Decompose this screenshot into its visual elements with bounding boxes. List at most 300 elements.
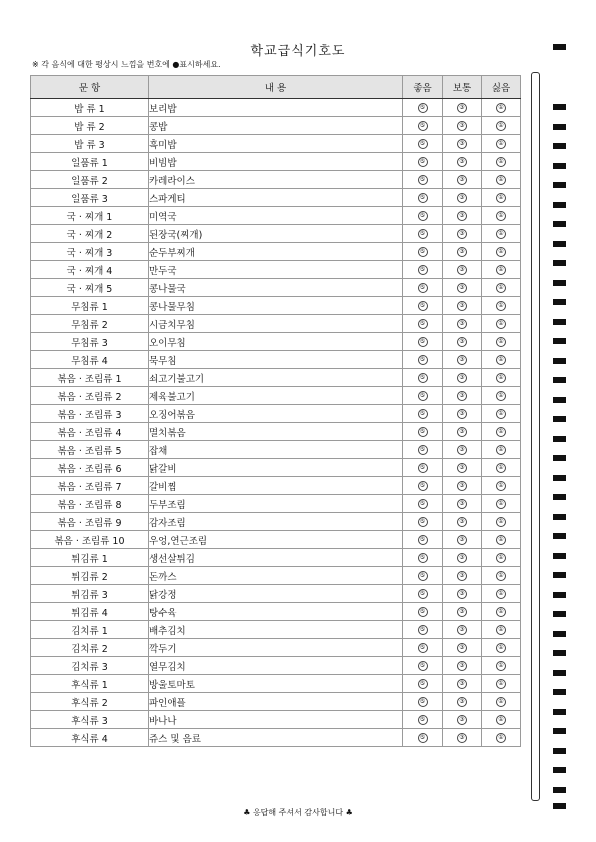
food-name: 오징어볶음 [149,405,403,423]
question-label: 볶음 · 조림류 3 [31,405,149,423]
answer-bubble-dislike[interactable]: ① [496,445,506,455]
option-cell-good [403,603,443,621]
option-cell-dislike [482,243,521,261]
timing-mark [553,358,566,364]
option-cell-good [403,675,443,693]
option-cell-good [403,423,443,441]
option-cell-normal [443,207,482,225]
option-cell-normal [443,243,482,261]
option-cell-dislike [482,207,521,225]
option-cell-good [403,513,443,531]
answer-bubble-good[interactable]: ⑤ [418,661,428,671]
option-cell-dislike [482,531,521,549]
timing-mark [553,689,566,695]
food-name: 탕수육 [149,603,403,621]
option-cell-good [403,585,443,603]
option-cell-dislike [482,603,521,621]
answer-bubble-dislike[interactable]: ① [496,103,506,113]
answer-bubble-dislike[interactable]: ① [496,193,506,203]
answer-bubble-good[interactable]: ⑤ [418,211,428,221]
option-cell-normal [443,171,482,189]
question-label: 튀김류 2 [31,567,149,585]
answer-bubble-good[interactable]: ⑤ [418,157,428,167]
option-cell-dislike [482,261,521,279]
answer-bubble-dislike[interactable]: ① [496,211,506,221]
answer-bubble-good[interactable]: ⑤ [418,103,428,113]
option-cell-dislike [482,351,521,369]
table-row [31,423,521,441]
table-row [31,135,521,153]
answer-bubble-good[interactable]: ⑤ [418,715,428,725]
table-row [31,621,521,639]
question-label: 국 · 찌개 4 [31,261,149,279]
answer-bubble-good[interactable]: ⑤ [418,679,428,689]
answer-bubble-dislike[interactable]: ① [496,391,506,401]
answer-bubble-good[interactable]: ⑤ [418,733,428,743]
question-label: 볶음 · 조림류 1 [31,369,149,387]
option-cell-normal [443,279,482,297]
answer-bubble-good[interactable]: ⑤ [418,463,428,473]
answer-bubble-normal[interactable]: ③ [457,517,467,527]
answer-bubble-good[interactable]: ⑤ [418,535,428,545]
answer-bubble-good[interactable]: ⑤ [418,175,428,185]
answer-bubble-normal[interactable]: ③ [457,283,467,293]
timing-mark [553,143,566,149]
answer-bubble-dislike[interactable]: ① [496,175,506,185]
option-cell-dislike [482,369,521,387]
table-row [31,513,521,531]
table-row [31,549,521,567]
option-cell-good [403,711,443,729]
food-name: 닭강정 [149,585,403,603]
option-cell-dislike [482,711,521,729]
food-name: 콩나물무침 [149,297,403,315]
food-name: 비빔밥 [149,153,403,171]
option-cell-dislike [482,423,521,441]
answer-bubble-normal[interactable]: ③ [457,643,467,653]
answer-bubble-dislike[interactable]: ① [496,607,506,617]
option-cell-normal [443,351,482,369]
option-cell-normal [443,117,482,135]
timing-mark [553,748,566,754]
timing-mark [553,787,566,793]
question-label: 후식류 1 [31,675,149,693]
answer-bubble-good[interactable]: ⑤ [418,193,428,203]
timing-mark [553,416,566,422]
timing-mark [553,338,566,344]
option-cell-dislike [482,171,521,189]
food-name: 시금치무침 [149,315,403,333]
answer-bubble-dislike[interactable]: ① [496,535,506,545]
answer-bubble-dislike[interactable]: ① [496,247,506,257]
option-cell-dislike [482,729,521,747]
answer-bubble-dislike[interactable]: ① [496,409,506,419]
food-name: 생선살튀김 [149,549,403,567]
answer-bubble-normal[interactable]: ③ [457,625,467,635]
answer-bubble-dislike[interactable]: ① [496,499,506,509]
option-cell-normal [443,513,482,531]
answer-bubble-dislike[interactable]: ① [496,265,506,275]
answer-bubble-dislike[interactable]: ① [496,697,506,707]
question-label: 무침류 4 [31,351,149,369]
answer-bubble-normal[interactable]: ③ [457,301,467,311]
timing-mark [553,611,566,617]
answer-bubble-normal[interactable]: ③ [457,157,467,167]
answer-bubble-normal[interactable]: ③ [457,589,467,599]
answer-bubble-good[interactable]: ⑤ [418,697,428,707]
answer-bubble-good[interactable]: ⑤ [418,499,428,509]
answer-bubble-normal[interactable]: ③ [457,553,467,563]
question-label: 볶음 · 조림류 8 [31,495,149,513]
answer-bubble-normal[interactable]: ③ [457,247,467,257]
option-cell-good [403,261,443,279]
option-cell-dislike [482,297,521,315]
answer-bubble-good[interactable]: ⑤ [418,265,428,275]
question-label: 후식류 4 [31,729,149,747]
question-label: 튀김류 3 [31,585,149,603]
answer-bubble-dislike[interactable]: ① [496,643,506,653]
timing-mark [553,319,566,325]
answer-bubble-dislike[interactable]: ① [496,319,506,329]
table-row [31,117,521,135]
answer-bubble-dislike[interactable]: ① [496,589,506,599]
answer-bubble-good[interactable]: ⑤ [418,319,428,329]
answer-bubble-normal[interactable]: ③ [457,607,467,617]
answer-bubble-good[interactable]: ⑤ [418,517,428,527]
answer-bubble-good[interactable]: ⑤ [418,553,428,563]
food-name: 콩밥 [149,117,403,135]
option-cell-dislike [482,675,521,693]
timing-mark [553,475,566,481]
question-label: 국 · 찌개 5 [31,279,149,297]
option-cell-good [403,153,443,171]
answer-bubble-good[interactable]: ⑤ [418,283,428,293]
option-cell-good [403,279,443,297]
table-row [31,441,521,459]
option-cell-dislike [482,495,521,513]
table-row [31,153,521,171]
answer-bubble-dislike[interactable]: ① [496,481,506,491]
option-cell-dislike [482,135,521,153]
answer-bubble-normal[interactable]: ③ [457,193,467,203]
food-name: 배추김치 [149,621,403,639]
food-name: 미역국 [149,207,403,225]
answer-bubble-normal[interactable]: ③ [457,229,467,239]
question-label: 밥 류 3 [31,135,149,153]
answer-bubble-good[interactable]: ⑤ [418,229,428,239]
answer-bubble-normal[interactable]: ③ [457,535,467,545]
option-cell-dislike [482,513,521,531]
answer-bubble-dislike[interactable]: ① [496,625,506,635]
option-cell-dislike [482,387,521,405]
answer-bubble-good[interactable]: ⑤ [418,409,428,419]
option-cell-normal [443,189,482,207]
answer-bubble-normal[interactable]: ③ [457,409,467,419]
answer-bubble-dislike[interactable]: ① [496,337,506,347]
option-cell-good [403,495,443,513]
food-name: 감자조림 [149,513,403,531]
answer-bubble-normal[interactable]: ③ [457,427,467,437]
option-cell-dislike [482,225,521,243]
timing-mark [553,572,566,578]
option-cell-dislike [482,585,521,603]
option-cell-good [403,441,443,459]
answer-bubble-normal[interactable]: ③ [457,319,467,329]
option-cell-good [403,477,443,495]
answer-bubble-dislike[interactable]: ① [496,373,506,383]
answer-bubble-dislike[interactable]: ① [496,553,506,563]
timing-mark [553,436,566,442]
answer-bubble-good[interactable]: ⑤ [418,607,428,617]
question-label: 국 · 찌개 1 [31,207,149,225]
question-label: 후식류 3 [31,711,149,729]
answer-bubble-good[interactable]: ⑤ [418,481,428,491]
header-item: 문 항 [31,76,149,99]
food-name: 돈까스 [149,567,403,585]
table-row [31,333,521,351]
survey-body [31,99,521,747]
question-label: 무침류 2 [31,315,149,333]
food-name: 멸치볶음 [149,423,403,441]
answer-bubble-dislike[interactable]: ① [496,715,506,725]
option-cell-normal [443,549,482,567]
option-cell-dislike [482,279,521,297]
answer-bubble-good[interactable]: ⑤ [418,391,428,401]
table-row [31,603,521,621]
option-cell-dislike [482,405,521,423]
option-cell-normal [443,639,482,657]
question-label: 일품류 1 [31,153,149,171]
answer-bubble-dislike[interactable]: ① [496,139,506,149]
question-label: 국 · 찌개 2 [31,225,149,243]
food-name: 된장국(찌개) [149,225,403,243]
option-cell-good [403,405,443,423]
option-cell-dislike [482,567,521,585]
sheet-edge-bar [531,72,540,801]
option-cell-dislike [482,477,521,495]
option-cell-normal [443,405,482,423]
answer-bubble-dislike[interactable]: ① [496,661,506,671]
option-cell-good [403,189,443,207]
option-cell-normal [443,495,482,513]
option-cell-normal [443,621,482,639]
question-label: 김치류 3 [31,657,149,675]
option-cell-normal [443,711,482,729]
food-name: 보리밥 [149,99,403,117]
option-cell-dislike [482,315,521,333]
answer-bubble-good[interactable]: ⑤ [418,139,428,149]
option-cell-normal [443,729,482,747]
answer-bubble-dislike[interactable]: ① [496,121,506,131]
answer-bubble-dislike[interactable]: ① [496,355,506,365]
timing-mark [553,631,566,637]
question-label: 김치류 1 [31,621,149,639]
option-cell-normal [443,693,482,711]
food-name: 두부조림 [149,495,403,513]
option-cell-normal [443,99,482,117]
question-label: 튀김류 4 [31,603,149,621]
question-label: 튀김류 1 [31,549,149,567]
question-label: 국 · 찌개 3 [31,243,149,261]
question-label: 일품류 2 [31,171,149,189]
option-cell-good [403,387,443,405]
option-cell-normal [443,441,482,459]
answer-bubble-dislike[interactable]: ① [496,157,506,167]
answer-bubble-dislike[interactable]: ① [496,733,506,743]
answer-bubble-normal[interactable]: ③ [457,337,467,347]
question-label: 무침류 3 [31,333,149,351]
answer-bubble-normal[interactable]: ③ [457,139,467,149]
answer-bubble-dislike[interactable]: ① [496,571,506,581]
timing-mark [553,533,566,539]
timing-mark [553,650,566,656]
answer-bubble-normal[interactable]: ③ [457,175,467,185]
answer-bubble-normal[interactable]: ③ [457,121,467,131]
option-cell-good [403,243,443,261]
answer-bubble-dislike[interactable]: ① [496,463,506,473]
answer-bubble-dislike[interactable]: ① [496,517,506,527]
answer-bubble-good[interactable]: ⑤ [418,373,428,383]
option-cell-good [403,657,443,675]
timing-mark [553,709,566,715]
answer-bubble-good[interactable]: ⑤ [418,589,428,599]
table-row [31,351,521,369]
answer-bubble-normal[interactable]: ③ [457,697,467,707]
food-name: 제육불고기 [149,387,403,405]
answer-bubble-normal[interactable]: ③ [457,463,467,473]
food-name: 깍두기 [149,639,403,657]
answer-bubble-normal[interactable]: ③ [457,499,467,509]
answer-bubble-good[interactable]: ⑤ [418,643,428,653]
question-label: 밥 류 1 [31,99,149,117]
table-row [31,675,521,693]
option-cell-normal [443,423,482,441]
table-row [31,279,521,297]
answer-bubble-dislike[interactable]: ① [496,229,506,239]
food-name: 열무김치 [149,657,403,675]
option-cell-dislike [482,639,521,657]
option-cell-normal [443,459,482,477]
option-cell-normal [443,297,482,315]
instruction-text: ※ 각 음식에 대한 평상시 느낌을 번호에 ●표시하세요. [32,60,221,69]
option-cell-normal [443,531,482,549]
option-cell-dislike [482,153,521,171]
answer-bubble-normal[interactable]: ③ [457,661,467,671]
timing-mark [553,397,566,403]
option-cell-good [403,531,443,549]
option-cell-good [403,369,443,387]
timing-mark [553,241,566,247]
option-cell-good [403,729,443,747]
question-label: 볶음 · 조림류 10 [31,531,149,549]
option-cell-good [403,621,443,639]
food-name: 스파게티 [149,189,403,207]
answer-bubble-dislike[interactable]: ① [496,301,506,311]
timing-mark [553,260,566,266]
answer-bubble-dislike[interactable]: ① [496,679,506,689]
food-name: 쇠고기불고기 [149,369,403,387]
timing-mark [553,494,566,500]
answer-bubble-normal[interactable]: ③ [457,679,467,689]
answer-bubble-normal[interactable]: ③ [457,103,467,113]
answer-bubble-normal[interactable]: ③ [457,355,467,365]
food-name: 방울토마토 [149,675,403,693]
answer-bubble-normal[interactable]: ③ [457,481,467,491]
table-row [31,207,521,225]
timing-mark [553,202,566,208]
food-name: 흑미밥 [149,135,403,153]
answer-bubble-good[interactable]: ⑤ [418,337,428,347]
answer-bubble-normal[interactable]: ③ [457,445,467,455]
food-name: 파인애플 [149,693,403,711]
answer-bubble-normal[interactable]: ③ [457,265,467,275]
page-title: 학교급식기호도 [250,44,346,59]
question-label: 볶음 · 조림류 6 [31,459,149,477]
answer-bubble-good[interactable]: ⑤ [418,355,428,365]
answer-bubble-good[interactable]: ⑤ [418,301,428,311]
option-cell-good [403,225,443,243]
timing-mark [553,44,566,50]
answer-bubble-normal[interactable]: ③ [457,373,467,383]
table-row [31,729,521,747]
timing-mark [553,767,566,773]
answer-bubble-good[interactable]: ⑤ [418,247,428,257]
answer-bubble-normal[interactable]: ③ [457,211,467,221]
answer-bubble-dislike[interactable]: ① [496,427,506,437]
header-content: 내 용 [149,76,403,99]
timing-mark [553,553,566,559]
answer-bubble-normal[interactable]: ③ [457,715,467,725]
option-cell-good [403,333,443,351]
food-name: 쥬스 및 음료 [149,729,403,747]
answer-bubble-good[interactable]: ⑤ [418,571,428,581]
question-label: 일품류 3 [31,189,149,207]
option-cell-normal [443,387,482,405]
answer-bubble-normal[interactable]: ③ [457,733,467,743]
table-row [31,693,521,711]
question-label: 볶음 · 조림류 4 [31,423,149,441]
table-row [31,297,521,315]
question-label: 후식류 2 [31,693,149,711]
option-cell-good [403,639,443,657]
option-cell-good [403,99,443,117]
timing-mark [553,124,566,130]
option-cell-good [403,315,443,333]
question-label: 김치류 2 [31,639,149,657]
food-name: 묵무침 [149,351,403,369]
answer-bubble-good[interactable]: ⑤ [418,121,428,131]
option-cell-good [403,549,443,567]
timing-mark [553,280,566,286]
answer-bubble-good[interactable]: ⑤ [418,625,428,635]
answer-bubble-good[interactable]: ⑤ [418,445,428,455]
food-name: 닭갈비 [149,459,403,477]
option-cell-dislike [482,657,521,675]
food-name: 순두부찌개 [149,243,403,261]
option-cell-dislike [482,621,521,639]
option-cell-good [403,117,443,135]
answer-bubble-good[interactable]: ⑤ [418,427,428,437]
option-cell-normal [443,675,482,693]
food-name: 우엉,연근조림 [149,531,403,549]
footer-thanks: ♣ 응답해 주셔서 감사합니다 ♣ [243,808,353,817]
table-row [31,477,521,495]
answer-bubble-dislike[interactable]: ① [496,283,506,293]
answer-bubble-normal[interactable]: ③ [457,391,467,401]
table-row [31,243,521,261]
option-cell-good [403,351,443,369]
answer-bubble-normal[interactable]: ③ [457,571,467,581]
